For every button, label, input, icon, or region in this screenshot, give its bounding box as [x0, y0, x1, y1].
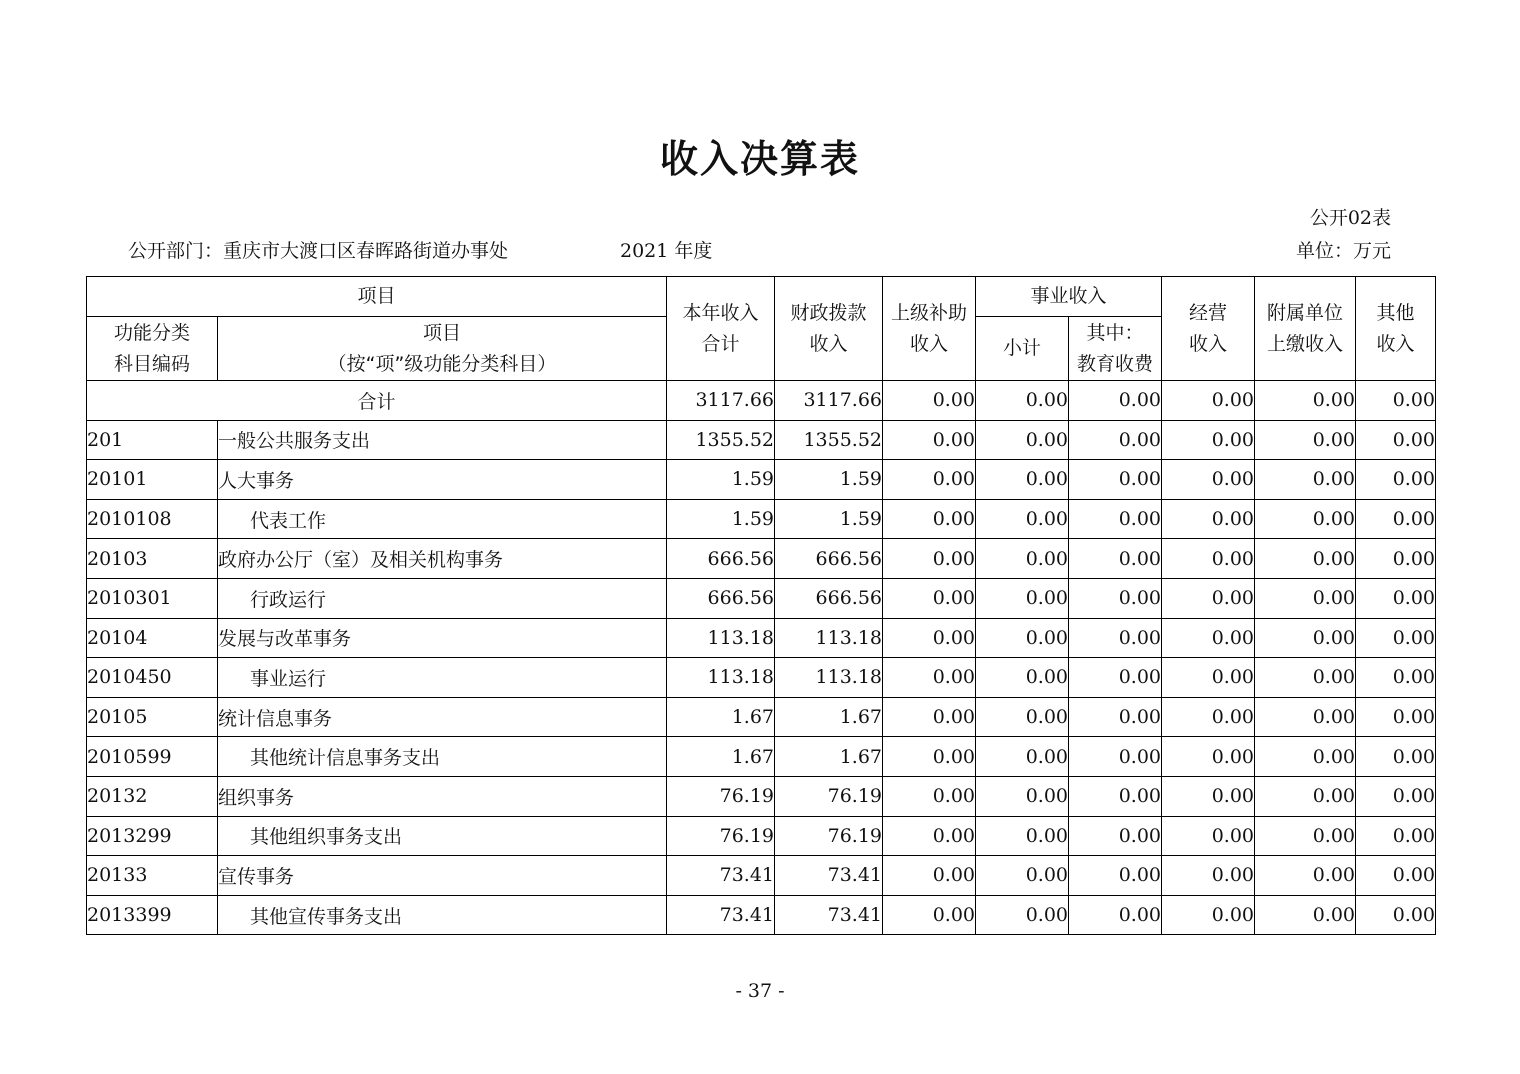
row-value: 0.00: [1356, 697, 1436, 737]
row-code: 20101: [87, 460, 218, 500]
row-value: 0.00: [883, 856, 976, 896]
row-value: 0.00: [1162, 776, 1255, 816]
header-other: [1356, 277, 1436, 381]
row-value: 0.00: [883, 499, 976, 539]
row-value: 0.00: [1255, 697, 1356, 737]
row-value: 0.00: [1162, 816, 1255, 856]
row-value: 1.67: [775, 737, 883, 777]
header-affiliated-line1: 附属单位: [1267, 301, 1344, 324]
row-value: 73.41: [775, 856, 883, 896]
row-value: 0.00: [883, 460, 976, 500]
row-value: 0.00: [883, 658, 976, 698]
fiscal-year: 2021 年度: [620, 240, 713, 262]
header-edu-line2: 教育收费: [1077, 352, 1154, 375]
row-value: 0.00: [1255, 856, 1356, 896]
row-value: 0.00: [883, 776, 976, 816]
row-value: 666.56: [775, 539, 883, 579]
row-value: 0.00: [1069, 460, 1162, 500]
row-value: 666.56: [775, 578, 883, 618]
row-value: 0.00: [1162, 618, 1255, 658]
row-value: 0.00: [1069, 776, 1162, 816]
header-code-line2: 科目编码: [113, 352, 190, 375]
row-value: 0.00: [883, 420, 976, 460]
row-name: 其他组织事务支出: [218, 816, 667, 856]
row-value: 76.19: [775, 816, 883, 856]
table-row: [87, 658, 1436, 698]
row-value: 0.00: [976, 776, 1069, 816]
row-name: 组织事务: [218, 776, 667, 816]
row-value: 0.00: [1162, 895, 1255, 935]
header-fiscal-line1: 财政拨款: [790, 301, 867, 324]
row-value: 0.00: [1356, 737, 1436, 777]
total-row: [87, 381, 1436, 421]
row-value: 0.00: [883, 816, 976, 856]
row-name: 发展与改革事务: [218, 618, 667, 658]
table-row: [87, 776, 1436, 816]
header-code: [87, 317, 218, 381]
row-value: 0.00: [883, 578, 976, 618]
row-value: 0.00: [976, 658, 1069, 698]
row-code: 20105: [87, 697, 218, 737]
header-edu: [1069, 317, 1162, 381]
row-value: 0.00: [1356, 776, 1436, 816]
header-edu-line1: 其中：: [1086, 321, 1144, 344]
header-affiliated: [1255, 277, 1356, 381]
row-name: 事业运行: [218, 658, 667, 698]
row-value: 1.67: [775, 697, 883, 737]
total-label: 合计: [87, 381, 667, 421]
row-value: 113.18: [775, 618, 883, 658]
total-cell: 0.00: [1069, 381, 1162, 421]
form-number: 公开02表: [1309, 207, 1391, 229]
header-project-group: 项目: [87, 277, 667, 317]
table-row: [87, 816, 1436, 856]
row-value: 1.59: [775, 460, 883, 500]
row-code: 20103: [87, 539, 218, 579]
header-subsidy-line2: 收入: [910, 332, 949, 355]
row-value: 0.00: [1356, 420, 1436, 460]
row-value: 1355.52: [775, 420, 883, 460]
header-name-line2: （按“项”级功能分类科目）: [327, 352, 557, 375]
row-value: 0.00: [976, 618, 1069, 658]
row-code: 2013399: [87, 895, 218, 935]
row-value: 0.00: [1162, 499, 1255, 539]
row-name: 代表工作: [218, 499, 667, 539]
row-value: 1.59: [775, 499, 883, 539]
header-fiscal: [775, 277, 883, 381]
row-code: 201: [87, 420, 218, 460]
row-value: 0.00: [1162, 658, 1255, 698]
row-value: 0.00: [1356, 895, 1436, 935]
row-value: 666.56: [667, 578, 775, 618]
row-value: 0.00: [1356, 460, 1436, 500]
row-value: 0.00: [1069, 420, 1162, 460]
row-value: 0.00: [1255, 658, 1356, 698]
header-subtotal: 小计: [976, 317, 1069, 381]
row-value: 0.00: [976, 737, 1069, 777]
row-value: 0.00: [1069, 816, 1162, 856]
row-value: 0.00: [1356, 658, 1436, 698]
header-other-line2: 收入: [1376, 332, 1415, 355]
row-value: 0.00: [883, 697, 976, 737]
row-value: 0.00: [1069, 856, 1162, 896]
row-name: 其他宣传事务支出: [218, 895, 667, 935]
row-value: 76.19: [667, 776, 775, 816]
row-value: 0.00: [1255, 578, 1356, 618]
row-value: 0.00: [883, 737, 976, 777]
row-value: 0.00: [976, 697, 1069, 737]
row-value: 0.00: [976, 578, 1069, 618]
row-name: 统计信息事务: [218, 697, 667, 737]
row-value: 0.00: [1069, 697, 1162, 737]
row-code: 20132: [87, 776, 218, 816]
row-value: 0.00: [1255, 776, 1356, 816]
row-value: 0.00: [1162, 856, 1255, 896]
row-code: 2010450: [87, 658, 218, 698]
table-row: [87, 420, 1436, 460]
row-value: 0.00: [1069, 578, 1162, 618]
row-value: 0.00: [1356, 816, 1436, 856]
row-value: 0.00: [1069, 737, 1162, 777]
income-table: [86, 276, 1436, 935]
row-code: 2010599: [87, 737, 218, 777]
table-row: [87, 697, 1436, 737]
row-value: 0.00: [1356, 618, 1436, 658]
header-subsidy: [883, 277, 976, 381]
header-name: [218, 317, 667, 381]
page-title: 收入决算表: [659, 137, 860, 181]
total-cell: 0.00: [1356, 381, 1436, 421]
table-row: [87, 499, 1436, 539]
row-value: 0.00: [976, 460, 1069, 500]
row-value: 0.00: [976, 420, 1069, 460]
row-value: 0.00: [883, 895, 976, 935]
row-value: 0.00: [976, 816, 1069, 856]
table-row: [87, 618, 1436, 658]
header-operating-line1: 经营: [1189, 301, 1228, 324]
row-value: 0.00: [1356, 578, 1436, 618]
total-cell: 0.00: [883, 381, 976, 421]
header-affiliated-line2: 上缴收入: [1267, 332, 1344, 355]
row-name: 其他统计信息事务支出: [218, 737, 667, 777]
row-name: 行政运行: [218, 578, 667, 618]
row-value: 113.18: [667, 618, 775, 658]
total-cell: 3117.66: [775, 381, 883, 421]
row-value: 1.67: [667, 737, 775, 777]
header-operating-line2: 收入: [1189, 332, 1228, 355]
row-code: 2010108: [87, 499, 218, 539]
row-name: 政府办公厅（室）及相关机构事务: [218, 539, 667, 579]
row-name: 一般公共服务支出: [218, 420, 667, 460]
header-business-group: 事业收入: [976, 277, 1162, 317]
row-code: 2013299: [87, 816, 218, 856]
table-body: [87, 381, 1436, 935]
row-value: 0.00: [1356, 539, 1436, 579]
department-label: 公开部门：重庆市大渡口区春晖路街道办事处: [128, 240, 509, 262]
row-value: 76.19: [667, 816, 775, 856]
header-subsidy-line1: 上级补助: [891, 301, 968, 324]
row-value: 0.00: [1255, 539, 1356, 579]
row-value: 73.41: [667, 895, 775, 935]
row-value: 113.18: [667, 658, 775, 698]
row-value: 0.00: [883, 618, 976, 658]
row-value: 0.00: [1069, 499, 1162, 539]
row-value: 113.18: [775, 658, 883, 698]
total-cell: 3117.66: [667, 381, 775, 421]
row-value: 0.00: [1162, 578, 1255, 618]
page-number: - 37 -: [735, 980, 785, 1002]
row-name: 人大事务: [218, 460, 667, 500]
row-value: 1.67: [667, 697, 775, 737]
table-row: [87, 895, 1436, 935]
row-value: 0.00: [1069, 895, 1162, 935]
row-value: 0.00: [1162, 539, 1255, 579]
table-row: [87, 578, 1436, 618]
row-value: 0.00: [1162, 420, 1255, 460]
header-total: [667, 277, 775, 381]
total-cell: 0.00: [976, 381, 1069, 421]
row-value: 0.00: [976, 539, 1069, 579]
unit-label: 单位：万元: [1295, 240, 1391, 262]
header-name-line1: 项目: [423, 321, 462, 344]
row-value: 0.00: [1356, 856, 1436, 896]
row-value: 0.00: [1069, 618, 1162, 658]
row-value: 1355.52: [667, 420, 775, 460]
table-row: [87, 856, 1436, 896]
row-value: 0.00: [976, 895, 1069, 935]
header-total-line2: 合计: [701, 332, 740, 355]
header-operating: [1162, 277, 1255, 381]
header-other-line1: 其他: [1376, 301, 1415, 324]
row-value: 0.00: [976, 499, 1069, 539]
row-value: 76.19: [775, 776, 883, 816]
row-value: 0.00: [1356, 499, 1436, 539]
header-fiscal-line2: 收入: [809, 332, 848, 355]
row-code: 2010301: [87, 578, 218, 618]
table-row: [87, 460, 1436, 500]
row-value: 1.59: [667, 499, 775, 539]
row-value: 0.00: [1255, 420, 1356, 460]
row-value: 0.00: [1069, 658, 1162, 698]
row-code: 20104: [87, 618, 218, 658]
row-value: 0.00: [1255, 895, 1356, 935]
row-value: 0.00: [1255, 460, 1356, 500]
row-value: 1.59: [667, 460, 775, 500]
row-value: 73.41: [667, 856, 775, 896]
total-cell: 0.00: [1162, 381, 1255, 421]
header-code-line1: 功能分类: [113, 321, 190, 344]
header-total-line1: 本年收入: [682, 301, 759, 324]
row-value: 73.41: [775, 895, 883, 935]
row-value: 0.00: [1162, 460, 1255, 500]
row-value: 666.56: [667, 539, 775, 579]
row-code: 20133: [87, 856, 218, 896]
row-value: 0.00: [976, 856, 1069, 896]
row-value: 0.00: [1162, 697, 1255, 737]
row-value: 0.00: [1255, 816, 1356, 856]
row-value: 0.00: [883, 539, 976, 579]
table-row: [87, 737, 1436, 777]
table-row: [87, 539, 1436, 579]
row-value: 0.00: [1069, 539, 1162, 579]
row-value: 0.00: [1255, 618, 1356, 658]
row-value: 0.00: [1255, 737, 1356, 777]
row-name: 宣传事务: [218, 856, 667, 896]
total-cell: 0.00: [1255, 381, 1356, 421]
row-value: 0.00: [1162, 737, 1255, 777]
row-value: 0.00: [1255, 499, 1356, 539]
